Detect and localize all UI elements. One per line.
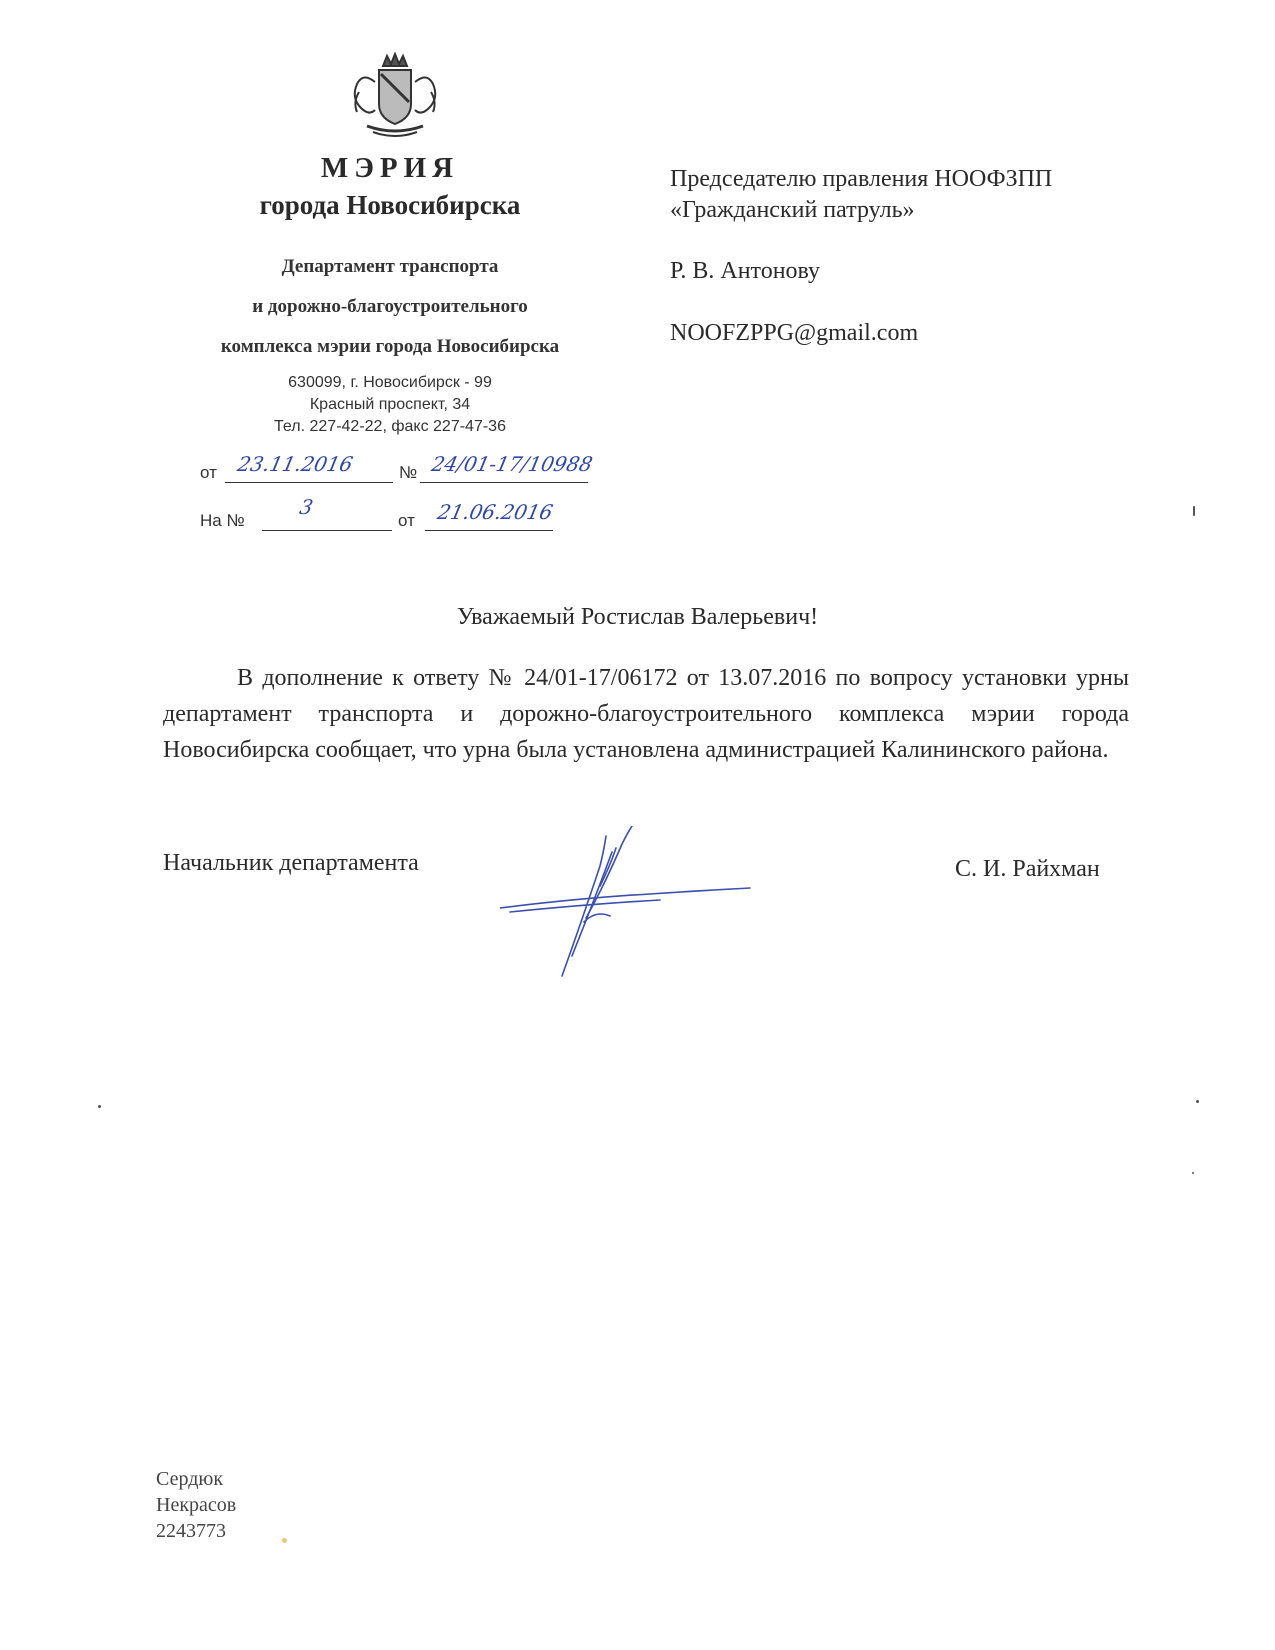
reply-number-line bbox=[262, 530, 392, 531]
signatory-position: Начальник департамента bbox=[163, 850, 419, 876]
letterhead-department-line3: комплекса мэрии города Новосибирска bbox=[220, 336, 560, 357]
letterhead-address-line1: 630099, г. Новосибирск - 99 bbox=[288, 374, 492, 391]
registration-date-line bbox=[225, 482, 393, 483]
registration-number-label: № bbox=[399, 463, 418, 482]
reply-number-label: На № bbox=[200, 511, 245, 530]
scan-speck bbox=[1193, 506, 1195, 516]
registration-from-label: от bbox=[200, 463, 217, 482]
addressee-name: Р. В. Антонову bbox=[670, 258, 821, 284]
addressee-email: NOOFZPPG@gmail.com bbox=[670, 320, 919, 346]
reply-from-label: от bbox=[398, 511, 415, 530]
scan-speck bbox=[1196, 1100, 1199, 1103]
registration-number-line bbox=[420, 482, 588, 483]
scan-speck bbox=[1192, 1172, 1194, 1174]
letterhead-title: МЭРИЯ bbox=[320, 152, 460, 184]
registration-number: 24/01-17/10988 bbox=[429, 452, 595, 476]
scan-speck bbox=[282, 1538, 287, 1543]
addressee-line1: Председателю правления НООФЗПП bbox=[670, 166, 1053, 192]
letterhead-department-line2: и дорожно-благоустроительного bbox=[252, 296, 528, 317]
reply-date-line bbox=[425, 530, 553, 531]
coat-of-arms-icon bbox=[345, 52, 445, 142]
letterhead-address-line3: Тел. 227-42-22, факс 227-47-36 bbox=[274, 418, 506, 435]
reply-number: 3 bbox=[297, 495, 316, 519]
letter-body: В дополнение к ответу № 24/01-17/06172 от 13.07.2016 по вопросу установки урны департамент транспорта и дорожно-благоустроительного комплекса мэрии города Новосибирска сообщает, что урна была установлена администрацией Калининского района. bbox=[163, 665, 1129, 763]
signatory-name: С. И. Райхман bbox=[955, 856, 1100, 882]
letterhead-address-line2: Красный проспект, 34 bbox=[309, 396, 471, 413]
handwritten-signature bbox=[500, 826, 760, 986]
letterhead-department-line1: Департамент транспорта bbox=[281, 256, 499, 277]
addressee-line2: «Гражданский патруль» bbox=[670, 197, 915, 223]
executor-phone: 2243773 bbox=[156, 1520, 226, 1542]
executor-line1: Сердюк bbox=[156, 1468, 224, 1490]
scan-speck bbox=[98, 1105, 101, 1108]
registration-date: 23.11.2016 bbox=[235, 452, 356, 476]
reply-date: 21.06.2016 bbox=[435, 500, 556, 524]
executor-line2: Некрасов bbox=[156, 1494, 237, 1516]
letterhead-city: города Новосибирска bbox=[259, 190, 521, 220]
salutation: Уважаемый Ростислав Валерьевич! bbox=[456, 604, 819, 630]
